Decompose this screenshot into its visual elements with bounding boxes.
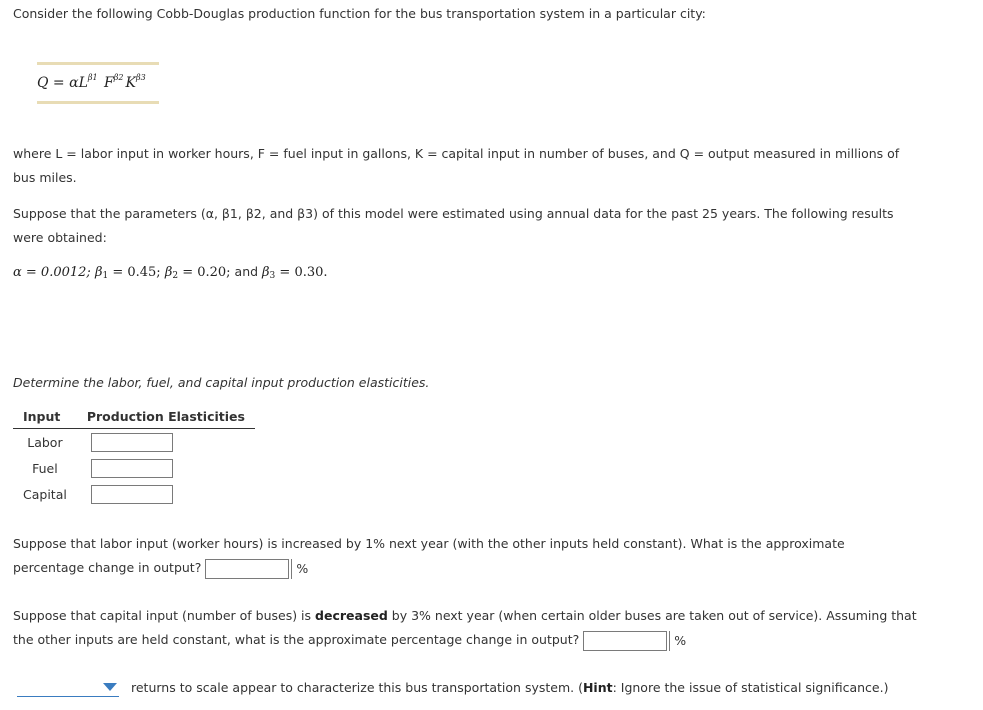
param-beta2-symbol: β (164, 265, 173, 280)
formula-beta3: β3 (135, 73, 146, 82)
intro-text: Consider the following Cobb-Douglas production function for the bus transportation system in a particular city: (13, 6, 706, 21)
param-beta1-symbol: β (94, 265, 103, 280)
param-beta1-sub: 1 (102, 271, 109, 281)
param-alpha: α = 0.0012; (13, 265, 91, 280)
formula-f: F (99, 75, 114, 91)
table-row (13, 455, 255, 481)
table-row (13, 481, 255, 507)
capital-question-text-after: by 3% next year (when certain older buses are taken out of service). Assuming that the other inputs are held constant, what is the approximate percentage change in output? (13, 608, 917, 647)
where-text: where L = labor input in worker hours, F = fuel input in gallons, K = capital input in number of buses, and Q = output measured in millions of bus miles. (13, 146, 900, 185)
labor-question (13, 532, 918, 580)
col-elasticities-header: Production Elasticities (77, 408, 255, 429)
returns-question-text: returns to scale appear to characterize this bus transportation system. ( (131, 680, 583, 695)
capital-question-bold: decreased (315, 608, 388, 623)
returns-question (131, 676, 888, 700)
capital-question-text-before: Suppose that capital input (number of buses) is (13, 608, 316, 623)
suppose-text: Suppose that the parameters (α, β1, β2, and β3) of this model were estimated using annual data for the past 25 years. The following results were obtained: (13, 206, 894, 245)
elasticities-table (13, 408, 255, 507)
hint-text: : Ignore the issue of statistical significance.) (612, 680, 889, 695)
labor-output-change-input[interactable] (205, 559, 289, 579)
param-beta3-sub: 3 (269, 271, 276, 281)
capital-question (13, 604, 918, 652)
production-function-formula (37, 73, 148, 91)
formula-beta2: β2 (113, 73, 124, 82)
formula-k: K (125, 75, 136, 91)
param-beta2-value: = 0.20; (178, 265, 231, 280)
chevron-down-icon (103, 683, 117, 691)
formula-lhs: Q = αL (37, 75, 88, 91)
hint-label: Hint (582, 680, 613, 695)
param-and: and (230, 264, 263, 279)
param-beta2-sub: 2 (172, 271, 179, 281)
row-label-capital: Capital (23, 486, 67, 502)
capital-output-change-input[interactable] (583, 631, 667, 651)
row-label-labor: Labor (27, 434, 63, 450)
capital-percent-unit: % (669, 631, 686, 651)
col-input-header: Input (13, 408, 77, 429)
fuel-elasticity-input[interactable] (91, 459, 173, 478)
capital-elasticity-input[interactable] (91, 485, 173, 504)
param-beta3-value: = 0.30. (275, 265, 328, 280)
param-beta1-value: = 0.45; (108, 265, 161, 280)
row-label-fuel: Fuel (32, 460, 58, 476)
parameter-values (13, 264, 328, 281)
formula-beta1: β1 (87, 73, 98, 82)
determine-text: Determine the labor, fuel, and capital input production elasticities. (13, 375, 430, 390)
labor-elasticity-input[interactable] (91, 433, 173, 452)
returns-to-scale-dropdown[interactable] (17, 680, 119, 697)
param-beta3-symbol: β (262, 265, 270, 280)
labor-question-text: Suppose that labor input (worker hours) is increased by 1% next year (with the other inputs held constant). What is the approximate percentage change in output? (13, 536, 845, 575)
labor-percent-unit: % (291, 559, 308, 579)
table-row (13, 429, 255, 456)
